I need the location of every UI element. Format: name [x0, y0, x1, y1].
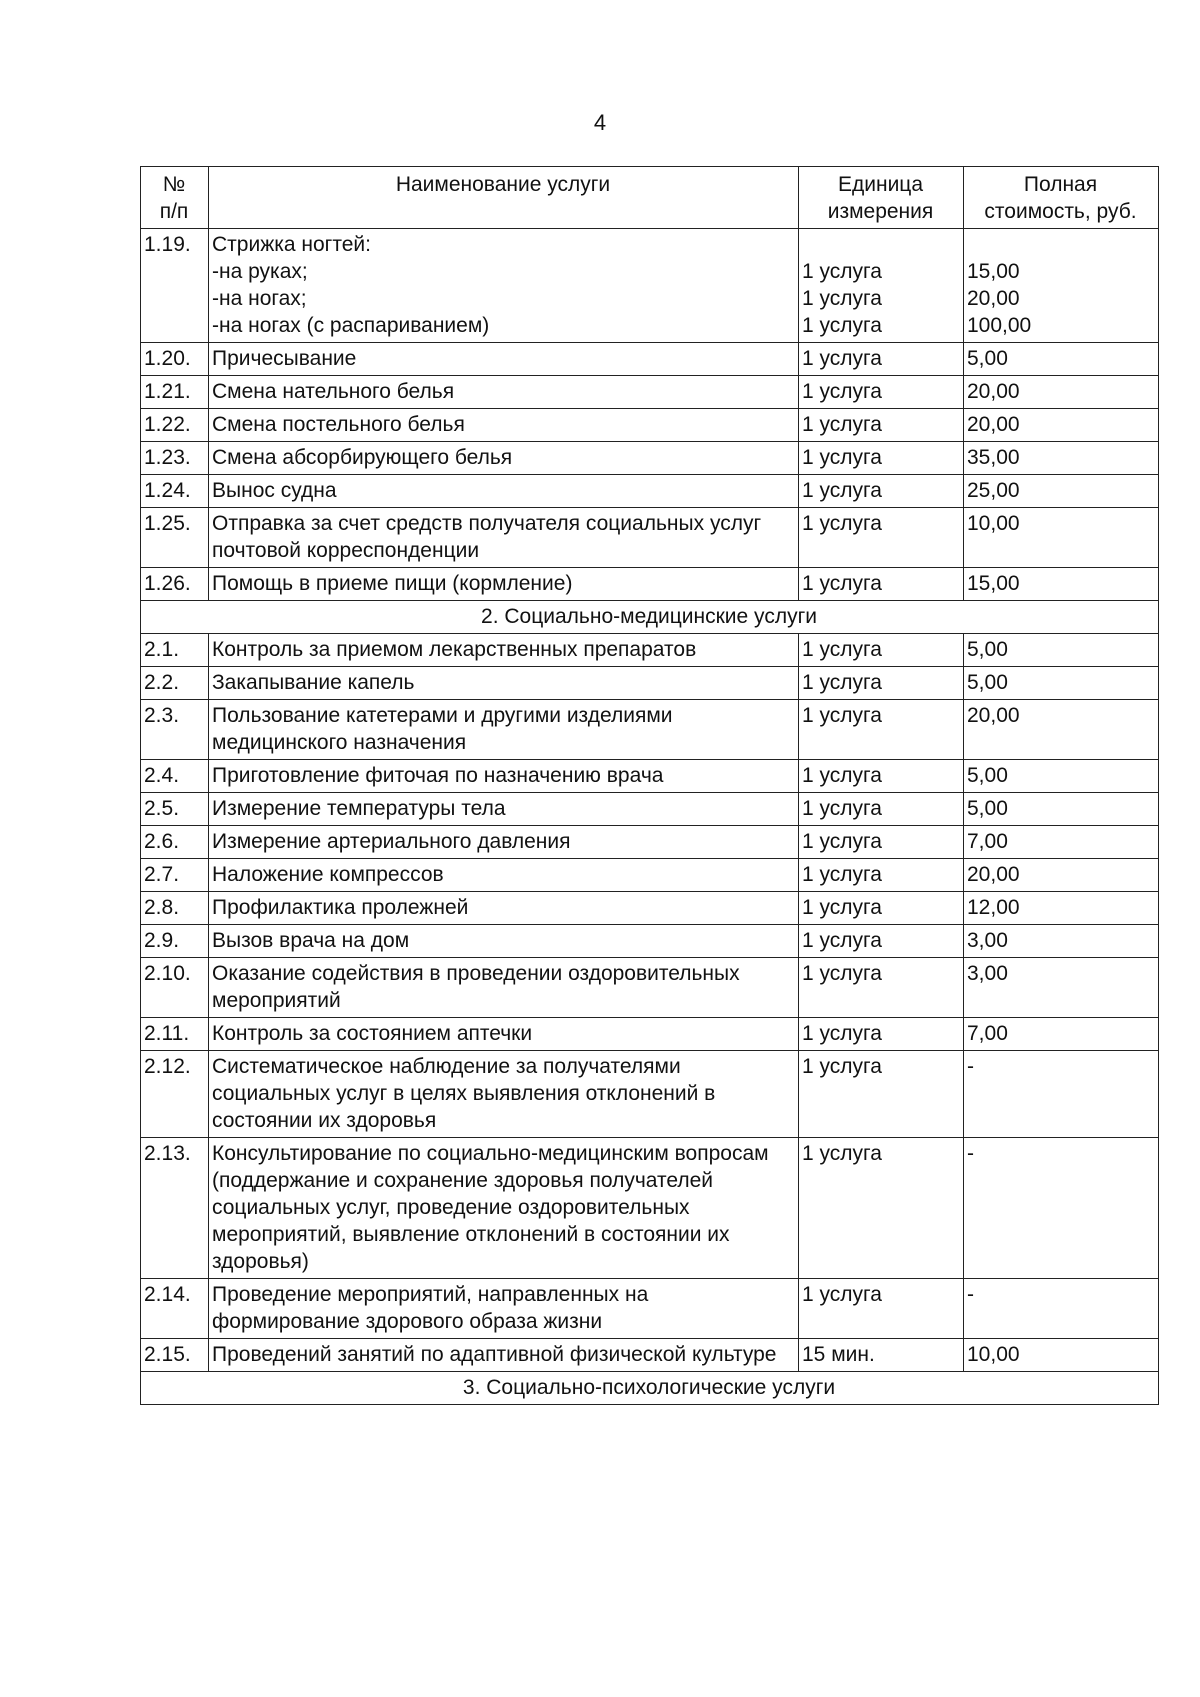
table-row: [141, 634, 1159, 667]
row-unit: 1 услуга: [799, 1051, 964, 1138]
header-num-line2: п/п: [159, 200, 189, 223]
row-unit: 1 услуга: [799, 667, 964, 700]
row-name: Смена нательного белья: [209, 376, 799, 409]
price-table: [140, 166, 1159, 1405]
row-price: 7,00: [964, 826, 1159, 859]
row-name: Консультирование по социально-медицинским вопросам (поддержание и сохранение здоровья получателей социальных услуг, проведение оздоровительных мероприятий, выявление отклонений в состоянии их здоровья): [209, 1138, 799, 1279]
row-num: 2.3.: [141, 700, 209, 760]
row-num: 2.8.: [141, 892, 209, 925]
row-name: Смена абсорбирующего белья: [209, 442, 799, 475]
row-name: Проведений занятий по адаптивной физической культуре: [209, 1339, 799, 1372]
sub-item-unit: 1 услуга: [802, 287, 882, 310]
row-num: 2.10.: [141, 958, 209, 1018]
table-row: [141, 376, 1159, 409]
table-header-row: [141, 167, 1159, 229]
sub-item-price: 20,00: [967, 287, 1020, 310]
table-row: [141, 793, 1159, 826]
section-row: [141, 601, 1159, 634]
row-name: Причесывание: [209, 343, 799, 376]
row-num: 2.15.: [141, 1339, 209, 1372]
row-unit: 1 услуга: [799, 760, 964, 793]
section-1-rows: [141, 343, 1159, 601]
row-unit: 1 услуга: [799, 634, 964, 667]
row-num: 2.1.: [141, 634, 209, 667]
row-unit: 1 услуга: [799, 925, 964, 958]
table-row: [141, 667, 1159, 700]
section-row: [141, 1372, 1159, 1405]
row-unit: 1 услуга: [799, 1018, 964, 1051]
row-num: 2.11.: [141, 1018, 209, 1051]
row-name: Закапывание капель: [209, 667, 799, 700]
row-name: Помощь в приеме пищи (кормление): [209, 568, 799, 601]
row-name: Вынос судна: [209, 475, 799, 508]
row-unit: 1 услуга: [799, 1138, 964, 1279]
row-unit: 1 услуга: [799, 568, 964, 601]
sub-item-name: -на руках;: [212, 260, 308, 283]
row-name: Проведение мероприятий, направленных на формирование здорового образа жизни: [209, 1279, 799, 1339]
row-unit: 1 услуга: [799, 508, 964, 568]
sub-item-name: -на ногах;: [212, 287, 307, 310]
row-num: 2.4.: [141, 760, 209, 793]
table-row: [141, 826, 1159, 859]
row-price: 3,00: [964, 958, 1159, 1018]
row-price: -: [964, 1279, 1159, 1339]
header-price-line2: стоимость, руб.: [984, 200, 1137, 223]
sub-item-price: 100,00: [967, 314, 1032, 337]
table-row: [141, 760, 1159, 793]
header-num-line1: №: [162, 173, 186, 196]
page-number: 4: [593, 110, 607, 135]
header-price: [964, 167, 1159, 229]
row-name: Измерение артериального давления: [209, 826, 799, 859]
table-row: [141, 508, 1159, 568]
section-2-title: 2. Социально-медицинские услуги: [141, 601, 1159, 634]
row-title: Стрижка ногтей:: [212, 233, 371, 256]
row-num: 2.5.: [141, 793, 209, 826]
table-row: [141, 475, 1159, 508]
row-price: 5,00: [964, 793, 1159, 826]
sub-item-name: -на ногах (с распариванием): [212, 314, 490, 337]
row-unit: 1 услуга: [799, 409, 964, 442]
row-unit: 1 услуга: [799, 376, 964, 409]
row-price: 5,00: [964, 343, 1159, 376]
header-unit-line2: измерения: [827, 200, 934, 223]
row-price: 12,00: [964, 892, 1159, 925]
row-unit: 1 услуга: [799, 859, 964, 892]
row-num: 2.12.: [141, 1051, 209, 1138]
row-num: 2.2.: [141, 667, 209, 700]
table-row: [141, 1279, 1159, 1339]
row-num: 1.22.: [141, 409, 209, 442]
header-num: [141, 167, 209, 229]
header-unit: [799, 167, 964, 229]
row-name: Наложение компрессов: [209, 859, 799, 892]
table-row: [141, 958, 1159, 1018]
row-unit: 1 услуга: [799, 475, 964, 508]
row-unit: 15 мин.: [799, 1339, 964, 1372]
row-name: Систематическое наблюдение за получателями социальных услуг в целях выявления отклонений в состоянии их здоровья: [209, 1051, 799, 1138]
sub-item-price: 15,00: [967, 260, 1020, 283]
table-row: [141, 409, 1159, 442]
table-row: [141, 925, 1159, 958]
row-price: 35,00: [964, 442, 1159, 475]
row-price: 3,00: [964, 925, 1159, 958]
row-unit: 1 услуга: [799, 1279, 964, 1339]
table-row: [141, 568, 1159, 601]
row-num: 1.24.: [141, 475, 209, 508]
row-name: Контроль за приемом лекарственных препаратов: [209, 634, 799, 667]
row-price: 5,00: [964, 634, 1159, 667]
table-row: [141, 1339, 1159, 1372]
row-unit: 1 услуга: [799, 343, 964, 376]
row-name: [209, 229, 799, 343]
row-name: Смена постельного белья: [209, 409, 799, 442]
table-row: [141, 859, 1159, 892]
row-price: -: [964, 1138, 1159, 1279]
row-name: Пользование катетерами и другими изделиями медицинского назначения: [209, 700, 799, 760]
row-num: 2.13.: [141, 1138, 209, 1279]
row-num: 1.21.: [141, 376, 209, 409]
row-unit: 1 услуга: [799, 892, 964, 925]
row-price: 20,00: [964, 700, 1159, 760]
table-row: [141, 892, 1159, 925]
row-name: Отправка за счет средств получателя социальных услуг почтовой корреспонденции: [209, 508, 799, 568]
row-unit: [799, 229, 964, 343]
section-3-title: 3. Социально-психологические услуги: [141, 1372, 1159, 1405]
row-unit: 1 услуга: [799, 793, 964, 826]
row-name: Вызов врача на дом: [209, 925, 799, 958]
row-name: Оказание содействия в проведении оздоровительных мероприятий: [209, 958, 799, 1018]
row-num: 2.9.: [141, 925, 209, 958]
row-price: 7,00: [964, 1018, 1159, 1051]
table-row: [141, 1138, 1159, 1279]
row-price: 5,00: [964, 667, 1159, 700]
row-name: Приготовление фиточая по назначению врача: [209, 760, 799, 793]
section-2-rows: [141, 634, 1159, 1372]
row-price: 25,00: [964, 475, 1159, 508]
row-num: 1.25.: [141, 508, 209, 568]
table-row: [141, 700, 1159, 760]
row-unit: 1 услуга: [799, 442, 964, 475]
row-num: 1.26.: [141, 568, 209, 601]
row-num: 1.19.: [141, 229, 209, 343]
row-price: 15,00: [964, 568, 1159, 601]
row-name: Профилактика пролежней: [209, 892, 799, 925]
row-price: 10,00: [964, 508, 1159, 568]
table-row: [141, 442, 1159, 475]
row-price: 20,00: [964, 376, 1159, 409]
row-price: 20,00: [964, 409, 1159, 442]
sub-item-unit: 1 услуга: [802, 260, 882, 283]
row-num: 2.14.: [141, 1279, 209, 1339]
row-num: 2.6.: [141, 826, 209, 859]
row-num: 1.23.: [141, 442, 209, 475]
row-price: 20,00: [964, 859, 1159, 892]
row-unit: 1 услуга: [799, 826, 964, 859]
sub-item-unit: 1 услуга: [802, 314, 882, 337]
row-price: 10,00: [964, 1339, 1159, 1372]
header-unit-line1: Единица: [837, 173, 924, 196]
row-name: Измерение температуры тела: [209, 793, 799, 826]
row-unit: 1 услуга: [799, 700, 964, 760]
row-price: -: [964, 1051, 1159, 1138]
table-row: [141, 1018, 1159, 1051]
table-row: [141, 343, 1159, 376]
row-num: 1.20.: [141, 343, 209, 376]
table-row: [141, 1051, 1159, 1138]
row-price: [964, 229, 1159, 343]
header-name: Наименование услуги: [209, 167, 799, 229]
header-price-line1: Полная: [1023, 173, 1098, 196]
row-unit: 1 услуга: [799, 958, 964, 1018]
table-row: [141, 229, 1159, 343]
row-num: 2.7.: [141, 859, 209, 892]
row-name: Контроль за состоянием аптечки: [209, 1018, 799, 1051]
row-price: 5,00: [964, 760, 1159, 793]
